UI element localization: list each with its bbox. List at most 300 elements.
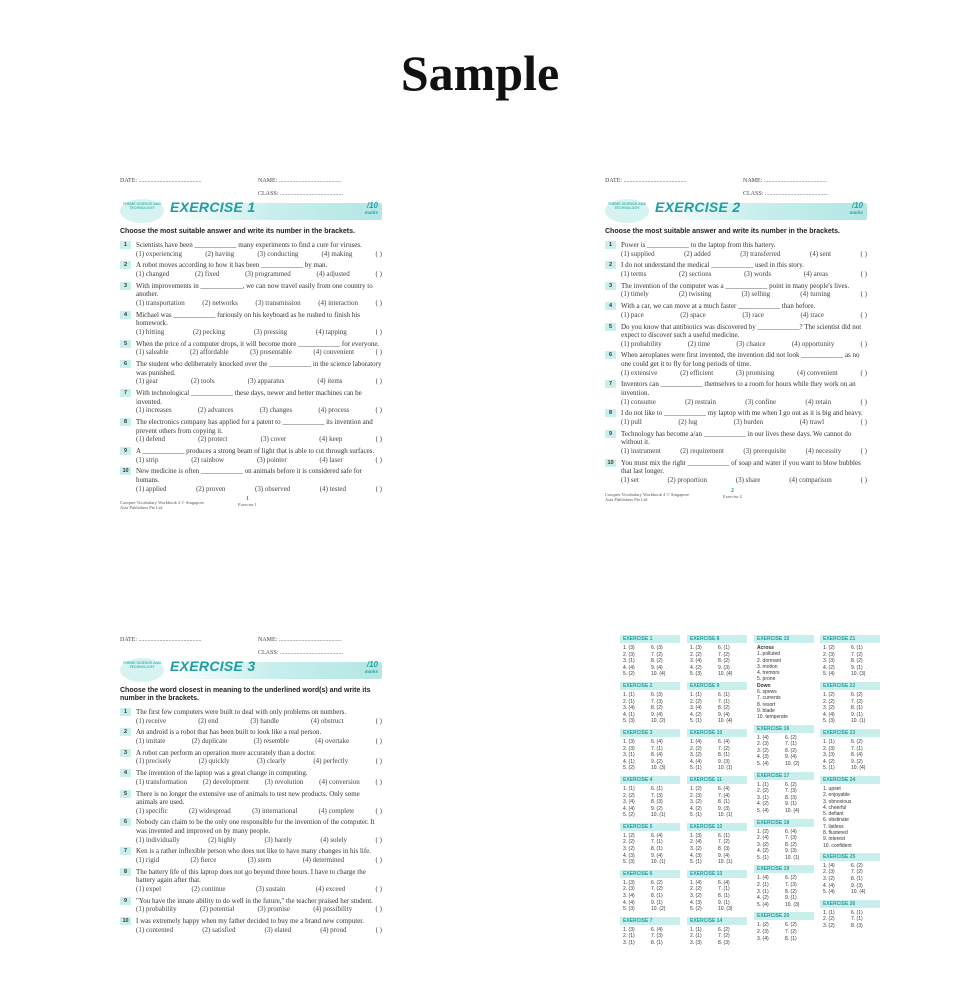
answer-options xyxy=(621,447,867,456)
answer-row: 2. (3) 7. (1) xyxy=(823,745,863,752)
answer-options xyxy=(136,905,382,914)
option: ( ) xyxy=(375,777,382,786)
answer-row: 5. (2) 10. (3) xyxy=(623,765,666,772)
answer-row: 1. (3) 6. (3) xyxy=(623,645,663,651)
answer-options xyxy=(136,926,382,935)
answer-row: 5. (1) 10. (1) xyxy=(690,765,733,772)
answer-options xyxy=(136,778,382,787)
marks-label: marks xyxy=(364,669,378,674)
option: ( ) xyxy=(375,885,382,893)
option: (3) transmission xyxy=(255,298,301,307)
option: (1) transformation xyxy=(136,777,188,786)
option: ( ) xyxy=(860,269,867,278)
option: (3) clearly xyxy=(256,757,286,766)
question-number: 1 xyxy=(120,241,131,249)
question-text: An android is a robot that has been built to look like a real person. xyxy=(136,728,322,737)
answer-row: 4. (4) 9. (3) xyxy=(823,882,863,889)
question-item xyxy=(605,380,867,406)
option: (4) proud xyxy=(320,925,347,934)
answer-row: 5. (3) 10. (2) xyxy=(623,718,666,725)
answer-options xyxy=(136,406,382,415)
option: ( ) xyxy=(375,806,382,815)
question-number: 4 xyxy=(605,302,616,310)
question-item xyxy=(605,323,867,349)
option: (3) pressing xyxy=(253,327,288,336)
answer-row: 5. (4) 10. (4) xyxy=(757,807,800,814)
answer-heading: EXERCISE 25 xyxy=(820,853,880,861)
answer-row: 5. (1) 10. (1) xyxy=(690,859,733,866)
option: (3) observed xyxy=(255,484,291,493)
option: ( ) xyxy=(860,310,867,319)
question-number: 8 xyxy=(120,418,131,426)
option: ( ) xyxy=(375,484,382,493)
question-text: When the price of a computer drops, it will become more ____________ for everyone. xyxy=(136,339,380,348)
option: ( ) xyxy=(375,455,382,464)
option: (2) end xyxy=(198,716,219,725)
option: ( ) xyxy=(375,249,382,258)
question-text: I do not like to ____________ my laptop with me when I go out as it is big and heavy. xyxy=(621,409,863,418)
question-item xyxy=(120,447,382,464)
answer-row: 2. (2) 7. (2) xyxy=(690,651,730,658)
instruction: Choose the most suitable answer and write its number in the brackets. xyxy=(120,228,355,235)
answer-row: 5. (3) 10. (1) xyxy=(623,859,666,866)
option: (1) defend xyxy=(136,435,165,444)
question-number: 8 xyxy=(120,868,131,876)
answer-row: 5. (2) 10. (1) xyxy=(623,812,666,819)
answer-block xyxy=(620,682,680,725)
option: (1) set xyxy=(621,475,639,484)
option: (2) sections xyxy=(679,269,712,278)
option: (1) extensive xyxy=(621,368,658,377)
option: (2) rainbow xyxy=(191,455,225,464)
date-field xyxy=(120,636,202,645)
question-text: New medicine is often ____________ on animals before it is considered safe for humans. xyxy=(136,467,362,484)
answer-row: 3. (3) 8. (3) xyxy=(690,940,730,946)
answer-row: 3. (3) 8. (4) xyxy=(823,752,863,759)
date-dots: .......................................... xyxy=(138,637,202,643)
answer-options xyxy=(136,250,382,259)
option: (4) overtake xyxy=(315,736,350,745)
answer-row: 2. (4) 7. (3) xyxy=(757,835,797,842)
question-item xyxy=(120,790,382,816)
question-item xyxy=(120,847,382,864)
class-field xyxy=(258,190,343,199)
answer-options xyxy=(136,717,382,726)
question-number: 5 xyxy=(605,323,616,331)
answer-heading: EXERCISE 8 xyxy=(687,635,747,643)
option: (1) pace xyxy=(621,310,644,319)
option: (2) quickly xyxy=(198,757,230,766)
option: (2) networks xyxy=(202,298,238,307)
option: ( ) xyxy=(860,290,867,299)
answer-column-2 xyxy=(687,635,747,951)
class-label: CLASS: xyxy=(258,191,279,197)
option: (3) race xyxy=(742,310,764,319)
question-item xyxy=(605,241,867,258)
page-title: Sample xyxy=(400,45,560,101)
option: (4) trawl xyxy=(799,418,825,426)
question-item xyxy=(605,459,867,485)
answer-row: 1. (3) 6. (2) xyxy=(623,879,663,886)
option: (1) transportation xyxy=(136,298,185,307)
option: ( ) xyxy=(860,368,867,377)
option: (2) potential xyxy=(199,905,235,914)
page-number: 1 Exercise 1 xyxy=(238,496,257,508)
answer-row: 1. (2) 6. (1) xyxy=(823,645,863,651)
answer-row: 1. (1) 6. (3) xyxy=(623,691,663,698)
option: (3) international xyxy=(252,806,298,815)
question-number: 9 xyxy=(120,447,131,455)
question-item xyxy=(120,818,382,844)
option: ( ) xyxy=(375,716,382,725)
answer-row: 3. (3) 8. (2) xyxy=(823,658,863,665)
option: (4) perfectly xyxy=(313,757,349,766)
option: (3) transferred xyxy=(740,249,781,258)
answer-row: 1. (1) 6. (2) xyxy=(823,738,863,745)
option: (1) imitate xyxy=(136,736,166,745)
option: ( ) xyxy=(375,298,382,307)
answer-options xyxy=(621,369,867,378)
answer-row: 4. (4) 9. (1) xyxy=(623,899,663,906)
answer-options xyxy=(136,328,382,337)
date-dots: .......................................... xyxy=(138,178,202,184)
question-text: There is no longer the extensive use of animals to test new products. Only some animals are used. xyxy=(136,789,360,807)
answer-options xyxy=(136,348,382,357)
question-text: Scientists have been ____________ many experiments to find a cure for viruses. xyxy=(136,241,362,249)
answer-options xyxy=(136,435,382,444)
question-item xyxy=(120,311,382,337)
option: (3) prerequisite xyxy=(743,446,787,455)
option: ( ) xyxy=(375,925,382,934)
question-text: The electronics company has applied for a patent to ____________ its invention and prevent others from copying it. xyxy=(136,418,373,435)
question-text: You must mix the right ____________ of soap and water if you want to blow bubbles that last longer. xyxy=(621,458,861,476)
option: (3) elated xyxy=(264,925,292,934)
exercise-title: EXERCISE 2 xyxy=(655,199,741,215)
answer-row: 3. (4) 8. (3) xyxy=(623,799,663,806)
answer-row: 5. (3) 10. (2) xyxy=(623,906,666,913)
option: ( ) xyxy=(375,406,382,415)
answer-row: 1. (3) 6. (1) xyxy=(690,832,730,839)
answer-heading: EXERCISE 26 xyxy=(820,900,880,908)
answer-options xyxy=(136,737,382,746)
answer-row: 5. (3) 10. (4) xyxy=(690,671,733,678)
marks-score xyxy=(365,661,378,674)
answer-row: 2. (2) 7. (2) xyxy=(823,698,863,705)
option: (2) continue xyxy=(191,885,226,893)
option: (1) consume xyxy=(621,397,656,406)
answer-row: 3. (4) 8. (2) xyxy=(690,658,730,665)
option: (4) tested xyxy=(319,484,346,493)
answer-options xyxy=(136,377,382,386)
option: (4) adjusted xyxy=(316,269,350,278)
answer-row: 3. (2) 8. (3) xyxy=(690,846,730,853)
option: ( ) xyxy=(860,446,867,455)
question-number: 1 xyxy=(120,708,131,716)
answer-row: 1. (1) 6. (2) xyxy=(757,781,797,788)
option: (2) widespread xyxy=(188,806,231,815)
option: (2) proven xyxy=(196,484,226,493)
option: (1) experiencing xyxy=(136,249,183,258)
answer-block xyxy=(687,823,747,866)
answer-options xyxy=(621,418,867,427)
class-dots: .......................................... xyxy=(279,650,343,656)
answer-row: 3. (2) 8. (1) xyxy=(823,705,863,712)
question-item xyxy=(120,340,382,357)
worksheet-header xyxy=(605,175,867,197)
option: (1) applied xyxy=(136,484,167,493)
page-footer xyxy=(605,489,867,503)
date-label: DATE: xyxy=(605,178,622,184)
option: (3) stern xyxy=(247,856,272,865)
name-dots: .......................................... xyxy=(763,178,827,184)
answer-block xyxy=(687,682,747,725)
answer-row: 5. (1) 10. (4) xyxy=(823,765,866,772)
answer-row: 5. (3) 10. (1) xyxy=(823,718,866,725)
option: (2) requirement xyxy=(680,446,724,455)
marks-label: marks xyxy=(849,210,863,215)
option: (1) rigid xyxy=(136,856,160,865)
option: (4) determined xyxy=(302,856,345,865)
answer-block xyxy=(754,912,814,942)
answer-block xyxy=(687,635,747,678)
answer-heading: EXERCISE 5 xyxy=(620,823,680,831)
option: (3) programmed xyxy=(245,269,291,278)
option: ( ) xyxy=(375,348,382,357)
option: (4) trace xyxy=(800,310,824,319)
option: (3) chance xyxy=(736,339,766,348)
answer-heading: EXERCISE 9 xyxy=(687,682,747,690)
answer-row: 2. (3) 7. (2) xyxy=(823,651,863,658)
answer-block xyxy=(620,776,680,819)
option: (3) burden xyxy=(733,418,764,426)
answer-row: 1. (4) 6. (4) xyxy=(690,738,730,745)
answer-row: 2. (4) 7. (2) xyxy=(690,839,730,846)
question-number: 5 xyxy=(120,340,131,348)
class-dots: .......................................... xyxy=(279,191,343,197)
option: (4) necessity xyxy=(805,446,842,455)
answer-row: 4. (2) 9. (3) xyxy=(690,805,730,812)
question-item xyxy=(120,917,382,934)
answer-options xyxy=(621,250,867,259)
question-number: 9 xyxy=(605,430,616,438)
option: (2) affordable xyxy=(190,348,229,357)
option: (4) items xyxy=(317,377,343,386)
question-number: 10 xyxy=(120,917,131,925)
answer-row: 3. (4) 8. (1) xyxy=(757,935,797,942)
option: (2) development xyxy=(202,777,249,786)
name-label: NAME: xyxy=(258,178,278,184)
answer-column-1 xyxy=(620,635,680,951)
theme-badge: THEME SCIENCE AND TECHNOLOGY xyxy=(605,199,649,223)
answer-row: 2. (2) 7. (1) xyxy=(690,886,730,893)
option: (1) expel xyxy=(136,885,162,893)
question-number: 10 xyxy=(605,459,616,467)
answer-row: 4. (2) 9. (3) xyxy=(690,664,730,671)
answer-heading: EXERCISE 2 xyxy=(620,682,680,690)
option: (1) instrument xyxy=(621,446,661,455)
answer-row: 3. (4) 8. (1) xyxy=(623,893,663,900)
marks-total: /10 xyxy=(366,660,378,669)
answer-options xyxy=(136,836,382,845)
answer-row: 1. (4) 6. (2) xyxy=(757,875,797,882)
option: (4) convenient xyxy=(797,368,838,377)
question-number: 7 xyxy=(120,847,131,855)
answer-block xyxy=(687,870,747,913)
question-text: With improvements in ____________, we can now travel easily from one country to another. xyxy=(136,281,373,299)
answer-row: 1. (3) 6. (1) xyxy=(690,645,730,651)
answer-row: 3. (2) 8. (1) xyxy=(690,893,730,900)
question-number: 3 xyxy=(120,282,131,290)
answer-heading: EXERCISE 12 xyxy=(687,823,747,831)
name-field xyxy=(743,177,827,186)
question-text: A robot moves according to how it has been ____________ by man. xyxy=(136,261,328,270)
answer-block xyxy=(820,635,880,678)
answer-row: 3. (4) 8. (2) xyxy=(623,705,663,712)
answer-row: 2. (1) 7. (3) xyxy=(623,933,663,940)
option: (3) confine xyxy=(745,397,777,406)
option: (4) solely xyxy=(320,835,348,844)
answer-block xyxy=(820,853,880,896)
question-number: 10 xyxy=(120,467,131,475)
option: (4) keep xyxy=(319,435,343,444)
answer-options xyxy=(136,485,382,494)
question-text: With technological ____________ these days, newer and better machines can be invented. xyxy=(136,389,362,406)
question-list xyxy=(120,708,382,934)
question-number: 5 xyxy=(120,790,131,798)
option: (3) pointer xyxy=(256,455,287,464)
option: (2) fierce xyxy=(190,856,217,865)
option: ( ) xyxy=(375,757,382,766)
answer-heading: EXERCISE 1 xyxy=(620,635,680,643)
answer-row: 5. (4) 10. (3) xyxy=(823,671,866,678)
answer-key xyxy=(620,635,882,1000)
question-item xyxy=(120,418,382,444)
answer-row: 1. (4) 6. (2) xyxy=(823,862,863,869)
answer-block xyxy=(754,819,814,862)
answer-block xyxy=(620,635,680,678)
answer-options xyxy=(136,856,382,865)
answer-heading: EXERCISE 24 xyxy=(820,776,880,784)
answer-heading: EXERCISE 4 xyxy=(620,776,680,784)
option: (1) pull xyxy=(621,418,642,426)
question-item xyxy=(120,241,382,258)
option: (3) resemble xyxy=(253,736,289,745)
theme-badge: THEME SCIENCE AND TECHNOLOGY xyxy=(120,658,164,682)
answer-options xyxy=(136,885,382,894)
answer-row: 5. (4) 10. (3) xyxy=(757,901,800,908)
answer-block xyxy=(687,776,747,819)
option: (2) duplicate xyxy=(191,736,228,745)
answer-row: 3. (2) 8. (1) xyxy=(690,799,730,806)
option: (3) revolution xyxy=(264,777,304,786)
answer-row: 3. (1) 8. (1) xyxy=(623,940,663,946)
answer-row: 1. (1) 6. (1) xyxy=(823,909,863,916)
option: (2) advances xyxy=(197,406,234,415)
answer-row: 4. (4) 9. (1) xyxy=(823,711,863,718)
answer-row: 2. (3) 7. (2) xyxy=(623,651,663,658)
answer-row: 3. (2) 8. (1) xyxy=(690,752,730,759)
question-item xyxy=(605,409,867,426)
publisher-note: Conquer Vocabulary Workbook 4 © Singapore Asia Publishers Pte Ltd xyxy=(120,500,205,511)
answer-heading: EXERCISE 11 xyxy=(687,776,747,784)
marks-total: /10 xyxy=(366,201,378,210)
answer-row: 3. (1) 8. (2) xyxy=(623,658,663,665)
answer-block xyxy=(620,870,680,913)
question-text: The battery life of this laptop does not go beyond three hours. I have to charge the battery again after that. xyxy=(136,867,366,885)
answer-row: 4. (2) 9. (3) xyxy=(757,848,797,855)
option: (1) contented xyxy=(136,925,174,934)
option: (1) strip xyxy=(136,455,159,464)
option: (1) gear xyxy=(136,377,158,386)
answer-row: 3. (1) 8. (2) xyxy=(757,888,797,895)
question-text: Do you know that antibiotics was discovered by ____________? The scientist did not expect to discover such a useful medicine. xyxy=(621,322,862,340)
marks-score xyxy=(850,202,863,215)
question-item xyxy=(605,351,867,377)
option: (4) complete xyxy=(318,806,355,815)
answer-row: 4. (4) 9. (2) xyxy=(623,805,663,812)
option: (3) cover xyxy=(260,435,287,444)
marks-score xyxy=(365,202,378,215)
answer-block xyxy=(754,865,814,908)
page-number: 2 Exercise 2 xyxy=(723,487,742,499)
option: (3) handle xyxy=(250,716,279,725)
option: (4) areas xyxy=(803,269,828,278)
answer-block xyxy=(620,917,680,947)
question-number: 4 xyxy=(120,311,131,319)
question-text: The invention of the laptop was a great change in computing. xyxy=(136,769,308,778)
option: (2) time xyxy=(687,339,711,348)
answer-heading: EXERCISE 3 xyxy=(620,729,680,737)
question-item xyxy=(605,261,867,278)
option: ( ) xyxy=(860,249,867,258)
option: (2) twisting xyxy=(678,290,712,299)
option: (1) hitting xyxy=(136,327,165,336)
answer-options xyxy=(621,290,867,299)
question-text: I was extremely happy when my father decided to buy me a brand new computer. xyxy=(136,917,365,926)
answer-heading: EXERCISE 13 xyxy=(687,870,747,878)
question-text: The student who deliberately knocked over the ____________ in the science laboratory was punished. xyxy=(136,360,382,377)
option: (2) added xyxy=(684,249,711,258)
answer-row: 2. (2) 7. (2) xyxy=(690,745,730,752)
option: (4) obstruct xyxy=(311,716,344,725)
answer-row: 2. (3) 7. (2) xyxy=(623,886,663,893)
word-answers: Across 1. polluted 2. dormant 3. motion 4. tremors 5. prone Down 6. spews 7. currents 8. resort 9. blade 10. temperate xyxy=(757,645,788,721)
question-number: 3 xyxy=(605,282,616,290)
option: (3) selling xyxy=(741,290,771,299)
answer-options xyxy=(136,807,382,816)
answer-row: 5. (2) 10. (3) xyxy=(690,906,733,913)
answer-options xyxy=(621,476,867,485)
answer-row: 4. (3) 9. (1) xyxy=(690,899,730,906)
question-text: Nobody can claim to be the only one responsible for the invention of the computer. It was invented and improved on by many people. xyxy=(136,818,375,836)
option: (2) space xyxy=(680,310,706,319)
answer-row: 2. (2) 7. (1) xyxy=(623,839,663,846)
answer-row: 1. (2) 6. (4) xyxy=(623,832,663,839)
option: (4) opportunity xyxy=(791,339,835,348)
page-footer xyxy=(120,497,382,511)
answer-row: 4. (2) 9. (1) xyxy=(757,801,797,808)
exercise-banner xyxy=(120,658,382,682)
exercise-title: EXERCISE 1 xyxy=(170,199,256,215)
name-label: NAME: xyxy=(258,637,278,643)
answer-row: 1. (1) 6. (2) xyxy=(690,926,730,933)
option: (1) probability xyxy=(621,339,662,348)
option: (3) presentable xyxy=(250,348,292,357)
answer-block xyxy=(820,729,880,772)
answer-row: 1. (1) 6. (1) xyxy=(623,785,663,792)
question-list xyxy=(120,241,382,493)
answer-heading: EXERCISE 10 xyxy=(687,729,747,737)
